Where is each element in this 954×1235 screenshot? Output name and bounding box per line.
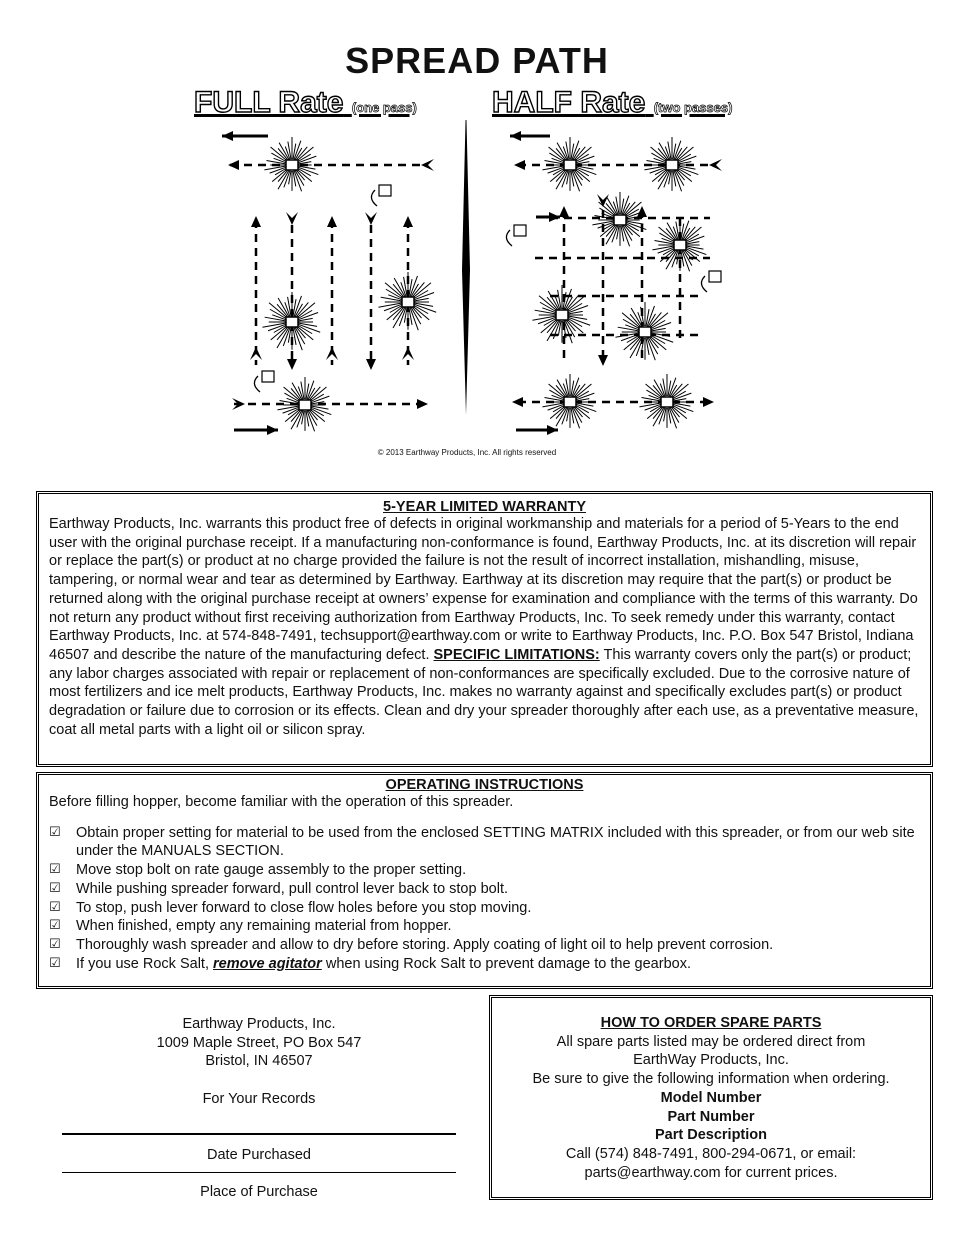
operating-instructions-box [36,772,933,989]
specific-limitations-label: SPECIFIC LIMITATIONS: [433,646,600,663]
path-end-arrow-icon [365,212,377,225]
path-end-arrow-icon [232,398,245,410]
spreader-icon [639,327,651,337]
path-end-arrow-icon [250,347,262,360]
parts-line-3: Be sure to give the following information when ordering. [532,1071,890,1088]
direction-arrow-icon [403,216,413,227]
spreader-icon [614,215,626,225]
turn-arrow-icon [254,376,260,392]
spreader-turn-icon [262,371,274,382]
step-2: ☑ Move stop bolt on rate gauge assembly to the proper setting. [49,861,920,880]
direction-arrow-icon [547,425,558,435]
warranty-text [49,515,920,739]
full-rate-heading [194,86,417,120]
direction-arrow-icon [327,216,337,227]
spare-parts-heading: HOW TO ORDER SPARE PARTS [600,1015,822,1031]
full-rate-note: (one pass) [351,100,417,115]
page-title: SPREAD PATH [345,40,609,81]
spreader-icon [674,240,686,250]
spreader-icon [402,297,414,307]
operating-steps [49,824,920,974]
part-description-label: Part Description [655,1127,767,1144]
direction-arrow-icon [510,131,521,141]
operating-heading: OPERATING INSTRUCTIONS [385,777,584,793]
step-4: ☑ To stop, push lever forward to close flow holes before you stop moving. [49,899,920,918]
half-rate-heading [492,86,732,120]
operating-intro: Before filling hopper, become familiar with the operation of this spreader. [49,794,514,810]
step-1: ☑ Obtain proper setting for material to be used from the enclosed SETTING MATRIX included with this spreader, or from our web site under the MANUALS SECTION. [49,824,920,861]
direction-arrow-icon [549,212,560,222]
turn-arrow-icon [701,276,707,292]
parts-contact-1: Call (574) 848-7491, 800-294-0671, or email: [565,1145,857,1162]
copyright-notice: © 2013 Earthway Products, Inc. All rights reserved [377,448,557,457]
date-purchased-line [62,1172,456,1173]
spreader-icon [556,310,568,320]
part-number-label: Part Number [667,1108,755,1125]
spreader-turn-icon [514,225,526,236]
step-7-post: when using Rock Salt to prevent damage to the gearbox. [321,955,691,972]
company-address [62,1015,456,1109]
company-name: Earthway Products, Inc. [182,1016,336,1032]
direction-arrow-icon [703,397,714,407]
warranty-body-2: This warranty covers only the part(s) or product; any labor charges associated with repair or replacement of non-conformances are specifically excluded. Due to the corrosive nature of most fertilizers and ice melt products, Earthway Products, Inc. makes no warranty against and specifically excludes part(s) or product degradation or failure due to corrosion or its effects. Clean and dry your spreader thoroughly after each use, as a preventative measure, coat all metal parts with a light oil or silicon spray. [49,646,919,738]
path-end-arrow-icon [402,347,414,360]
path-end-arrow-icon [709,159,722,171]
path-end-arrow-icon [326,347,338,360]
turn-arrow-icon [371,190,377,206]
path-end-arrow-icon [421,159,434,171]
company-street: 1009 Maple Street, PO Box 547 [156,1034,362,1051]
company-city: Bristol, IN 46507 [205,1053,313,1070]
spreader-icon [564,397,576,407]
direction-arrow-icon [222,131,233,141]
turn-arrow-icon [506,230,512,246]
panel-divider [462,120,470,415]
spreader-icon [286,317,298,327]
spreader-icon [564,160,576,170]
spare-parts-box [489,995,933,1200]
parts-line-2: EarthWay Products, Inc. [633,1052,789,1069]
direction-arrow-icon [512,397,523,407]
step-5: ☑ When finished, empty any remaining material from hopper. [49,917,920,936]
direction-arrow-icon [514,160,525,170]
spreader-turn-icon [709,271,721,282]
direction-arrow-icon [251,216,261,227]
step-6: ☑ Thoroughly wash spreader and allow to dry before storing. Apply coating of light oil to help prevent corrosion. [49,936,920,955]
parts-contact-2: parts@earthway.com for current prices. [584,1164,838,1181]
half-rate-label: HALF Rate [492,86,646,119]
full-rate-label: FULL Rate [194,86,344,119]
direction-arrow-icon [559,206,569,217]
step-3: ☑ While pushing spreader forward, pull control lever back to stop bolt. [49,880,920,899]
model-number-label: Model Number [660,1089,762,1106]
parts-line-1: All spare parts listed may be ordered direct from [556,1033,866,1050]
step-7-pre: If you use Rock Salt, [76,955,214,972]
direction-arrow-icon [228,160,239,170]
direction-arrow-icon [366,359,376,370]
warranty-box [36,491,933,767]
date-purchased-label: Date Purchased [207,1147,311,1163]
spreader-icon [299,400,311,410]
spreader-icon [661,397,673,407]
direction-arrow-icon [417,399,428,409]
spreader-turn-icon [379,185,391,196]
spreader-icon [666,160,678,170]
remove-agitator-text: remove agitator [213,955,322,972]
spreader-icon [286,160,298,170]
direction-arrow-icon [598,355,608,366]
direction-arrow-icon [287,359,297,370]
records-divider [62,1133,456,1135]
warranty-heading: 5-YEAR LIMITED WARRANTY [383,499,586,515]
half-rate-note: (two passes) [653,100,733,115]
place-of-purchase-label: Place of Purchase [200,1184,318,1200]
direction-arrow-icon [267,425,278,435]
path-end-arrow-icon [286,212,298,225]
warranty-body-1: Earthway Products, Inc. warrants this product free of defects in original workmanship and materials for a period of 5-Years to the end user with the original purchase receipt. If a manufacturing non-conformance is found, Earthway Products, Inc. at its discretion will repair or replace the part(s) or product at no charge provided the failure is not the result of incorrect installation, mishandling, misuse, tampering, or normal wear and tear as determined by Earthway. Earthway at its discretion may require that the part(s) or product be returned along with the original purchase receipt at owners’ expense for examination and compliance with the terms of this warranty. Do not return any product without first receiving authorization from Earthway Products, Inc. To seek remedy under this warranty, contact Earthway Products, Inc. at 574-848-7491, techsupport@earthway.com or write to Earthway Products, Inc. P.O. Box 547 Bristol, Indiana 46507 and describe the nature of the manufacturing defect. [49,516,918,663]
spread-path-diagram [190,120,750,445]
step-7 [49,955,920,974]
for-your-records: For Your Records [202,1091,316,1108]
